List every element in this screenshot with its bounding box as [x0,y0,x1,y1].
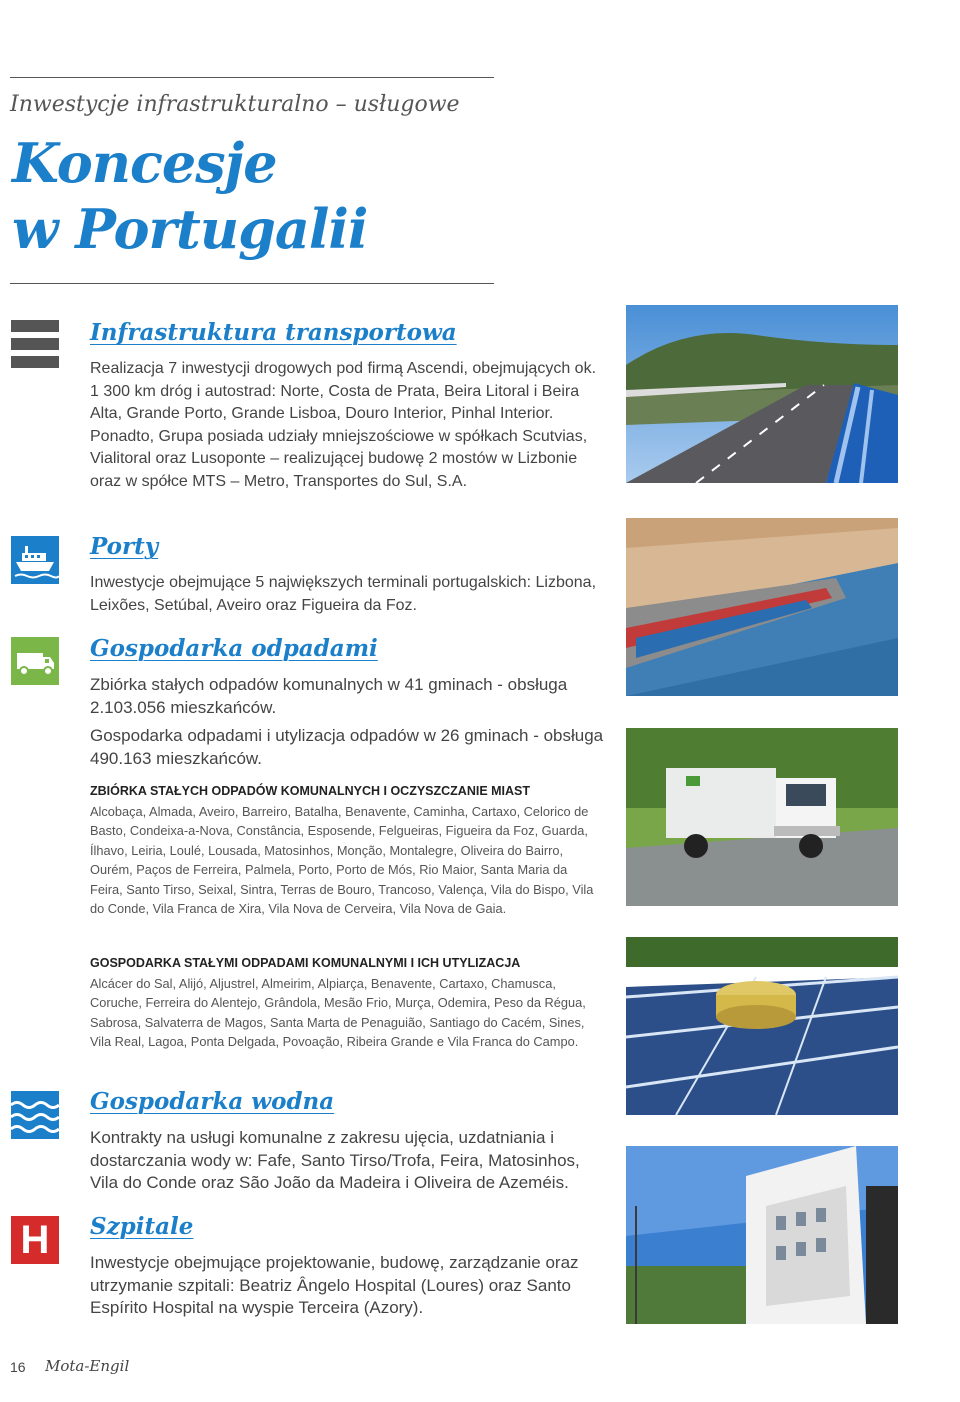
text-transport: Realizacja 7 inwestycji drogowych pod firmą Ascendi, obejmujących ok. 1 300 km dróg i autostrad: Norte, Costa de Prata, Beira Litoral i Beira Alta, Grande Porto, Grande Lisboa, Douro Interior, Pinhal Interior. Ponadto, Grupa posiada udziały mniejszościowe w spółkach Scutvias, Vialitoral oraz Lusoponte – realizującej budowę 2 mostów w Lizbonie oraz w spółce MTS – Metro, Transportes do Sul, S.A. [90,360,597,490]
list-collection-municipalities: Alcobaça, Almada, Aveiro, Barreiro, Batalha, Benavente, Caminha, Cartaxo, Celorico de Basto, Condeixa-a-Nova, Constância, Esposende, Felgueiras, Figueira da Foz, Guarda, Ílhavo, Leiria, Loulé, Lousada, Matosinhos, Monção, Montalegre, Oliveira do Bairro, Ourém, Paços de Ferreira, Palmela, Porto, Porto de Mós, Rio Maior, Santa Maria da Feira, Santo Tirso, Seixal, Sintra, Terras de Bouro, Trancoso, Valença, Vila do Bispo, Vila do Conde, Vila Franca de Xira, Vila Nova de Cerveira, Vila Nova de Gaia. [90,804,594,917]
heading-water: Gospodarka wodna [90,1088,335,1115]
page-supertitle: Inwestycje infrastrukturalno – usługowe [10,92,460,117]
page-title [12,130,367,262]
list-management-municipalities: Alcácer do Sal, Alijó, Aljustrel, Almeirim, Alpiarça, Benavente, Cartaxo, Chamusca, Coruche, Ferreira do Alentejo, Grândola, Mesão Frio, Murça, Odemira, Peso da Régua, Sabrosa, Salvaterra de Magos, Santa Marta de Penaguião, Santiago do Cacém, Sines, Vila Real, Lagoa, Ponta Delgada, Povoação, Ribeira Grande e Vila Franca do Campo. [90,976,586,1050]
title-line-1: Koncesje [12,131,277,195]
garbage-truck-icon [11,637,59,685]
photo-hospital [626,1146,898,1324]
heading-transport: Infrastruktura transportowa [90,319,457,346]
text-hospitals: Inwestycje obejmujące projektowanie, budowę, zarządzanie oraz utrzymanie szpitali: Beatriz Ângelo Hospital (Loures) oraz Santo Espírito Hospital na wyspie Terceira (Azory). [90,1253,579,1317]
heading-hospitals: Szpitale [90,1213,194,1240]
photo-highway [626,305,898,483]
text-waste-collection: Zbiórka stałych odpadów komunalnych w 41 gminach - obsługa 2.103.056 mieszkańców. [90,675,568,717]
text-ports: Inwestycje obejmujące 5 największych terminali portugalskich: Lizbona, Leixões, Setúbal, Aveiro oraz Figueira da Foz. [90,574,597,614]
hospital-h-icon: H [11,1216,59,1264]
ship-icon [11,536,59,584]
page-number: 16 [10,1359,26,1375]
road-lanes-icon [11,320,59,368]
photo-port [626,518,898,696]
subheading-collection: ZBIÓRKA STAŁYCH ODPADÓW KOMUNALNYCH I OCZYSZCZANIE MIAST [90,784,531,798]
text-waste-management: Gospodarka odpadami i utylizacja odpadów w 26 gminach - obsługa 490.163 mieszkańców. [90,726,604,768]
footer-brand: Mota-Engil [45,1357,130,1375]
top-rule [10,77,494,78]
water-waves-icon [11,1091,59,1139]
photo-garbage-truck [626,728,898,906]
heading-ports: Porty [90,533,159,560]
photo-water-treatment [626,937,898,1115]
text-water: Kontrakty na usługi komunalne z zakresu ujęcia, uzdatniania i dostarczania wody w: Fafe, Santo Tirso/Trofa, Feira, Matosinhos, Vila do Conde oraz São João da Madeira i Oliveira de Azeméis. [90,1128,580,1192]
title-line-2: w Portugalii [12,197,368,261]
subheading-management: GOSPODARKA STAŁYMI ODPADAMI KOMUNALNYMI I ICH UTYLIZACJA [90,956,521,970]
title-bottom-rule [10,283,494,284]
heading-waste: Gospodarka odpadami [90,635,378,662]
